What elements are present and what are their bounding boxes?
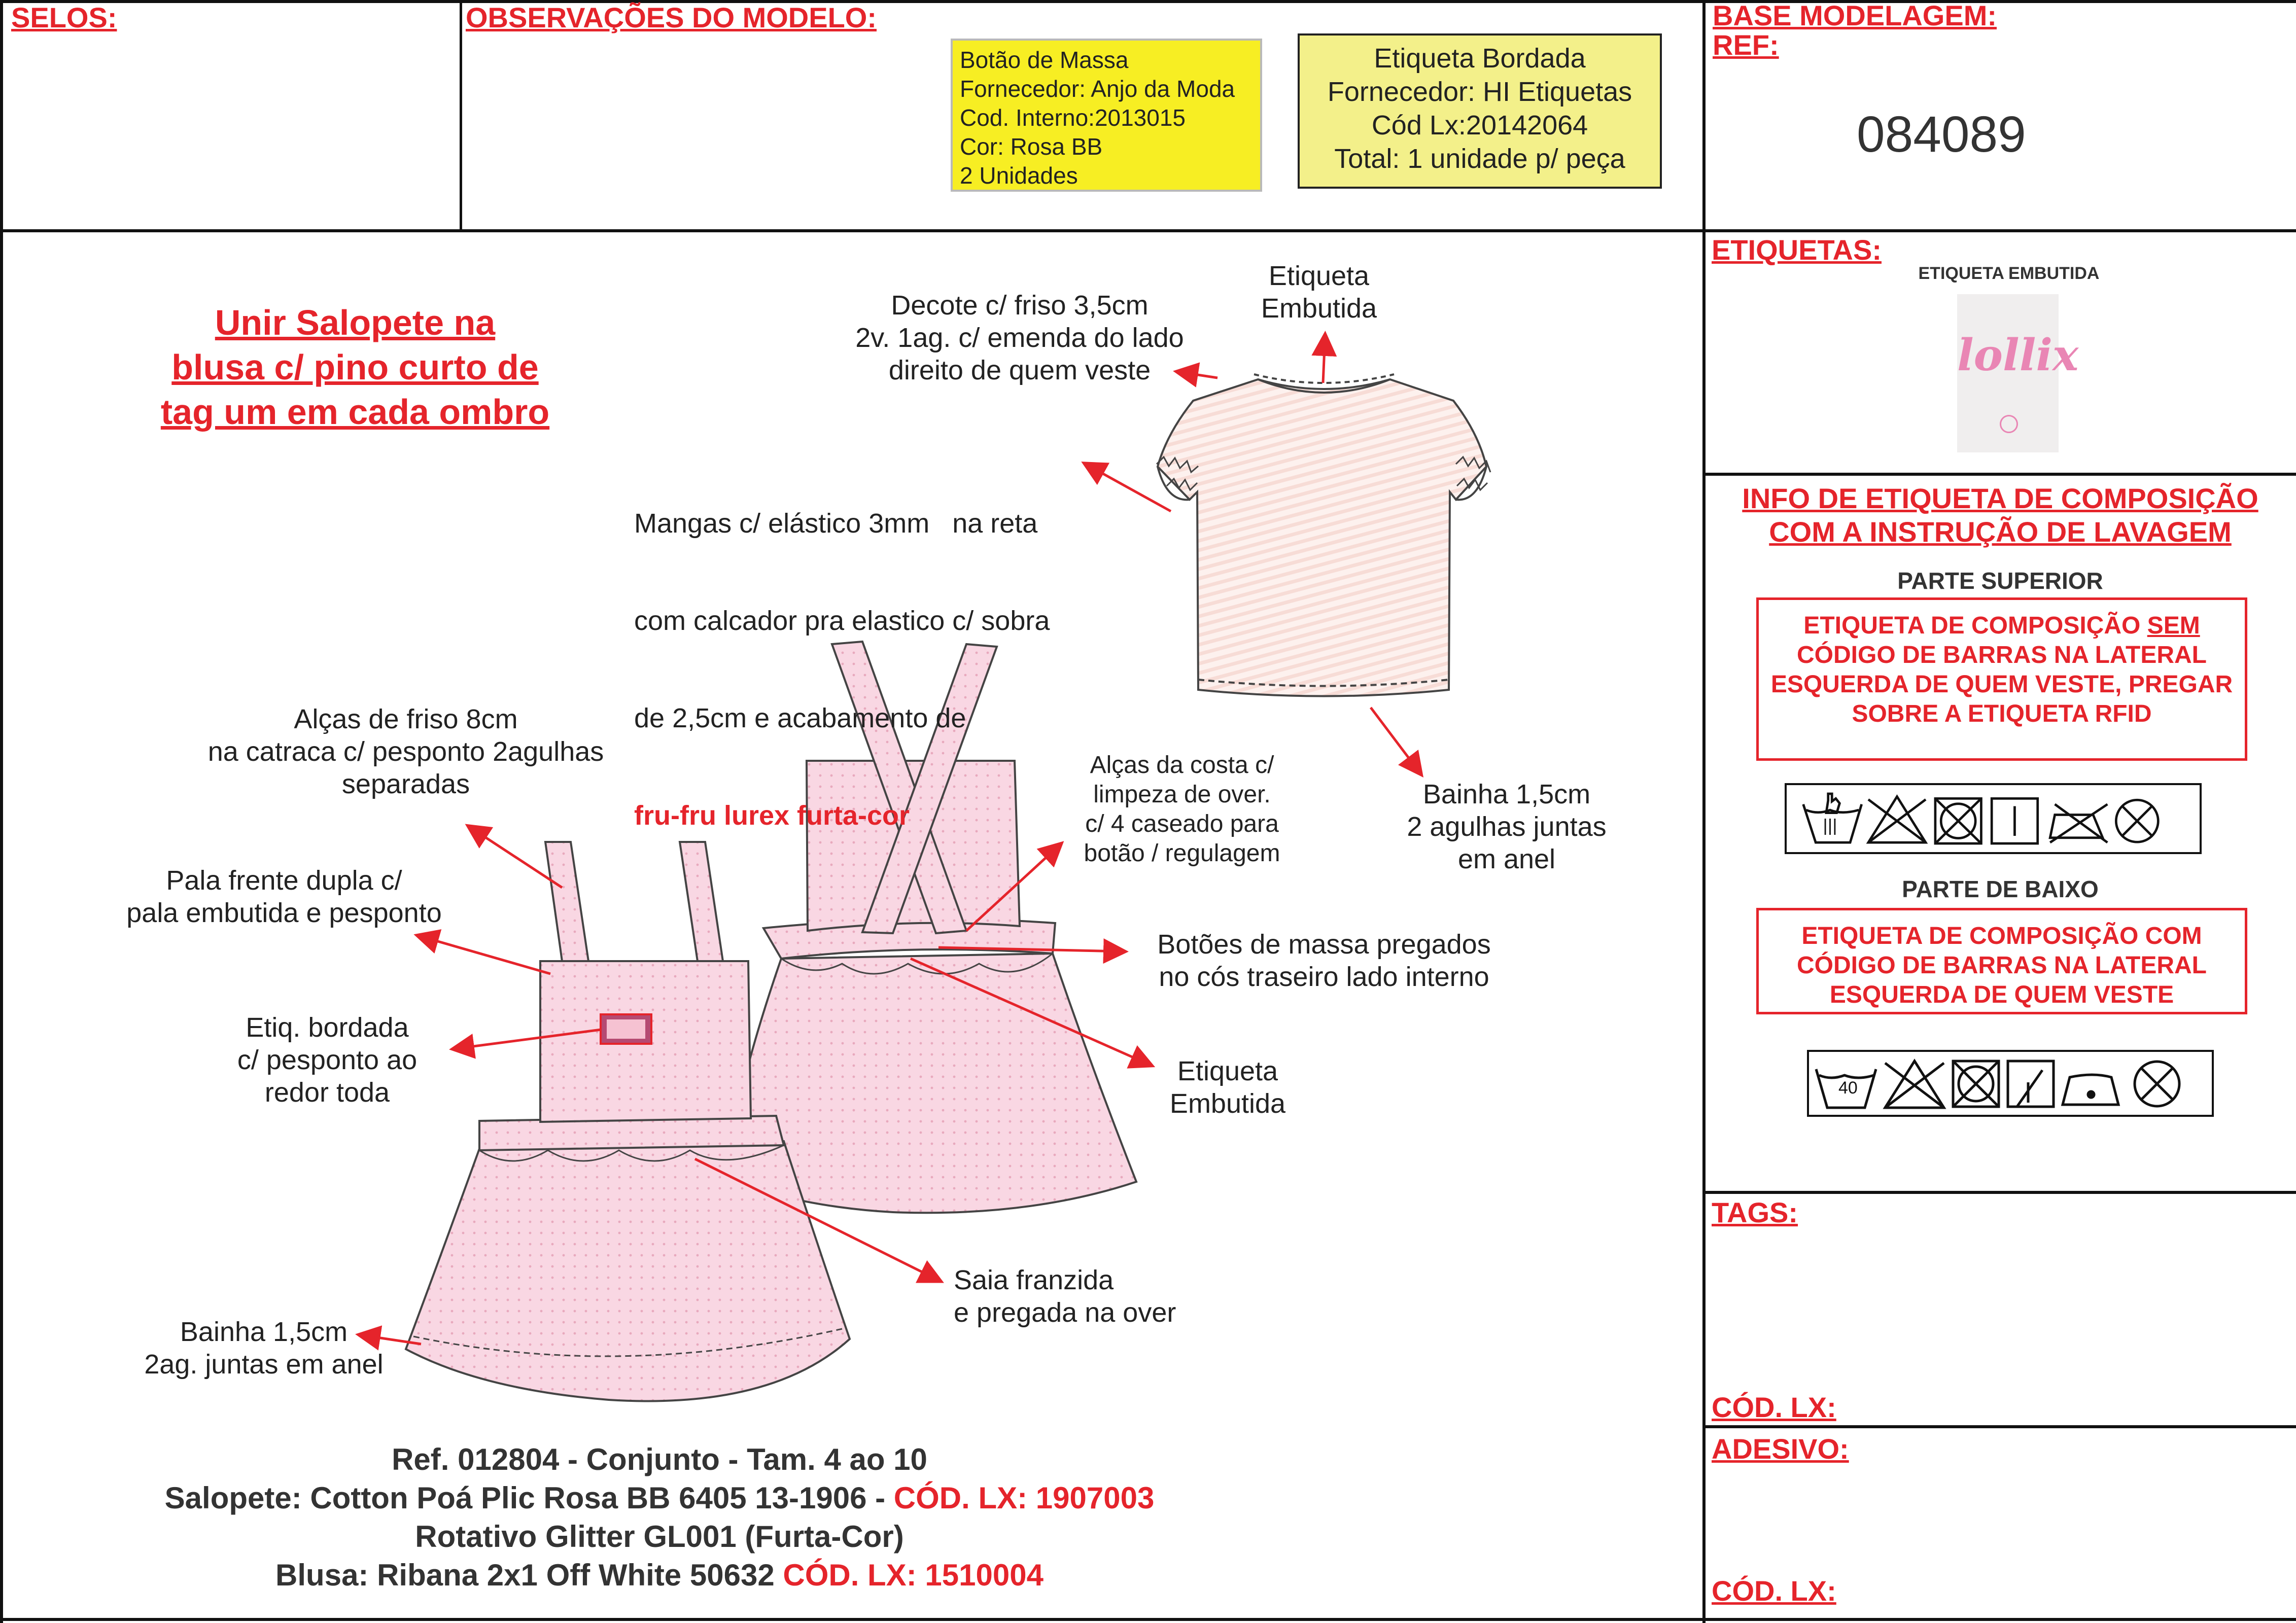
annotation-line: limpeza de over. — [1093, 781, 1271, 808]
no-bleach-icon — [1868, 797, 1926, 843]
annotation-line: c/ pesponto ao — [237, 1045, 418, 1075]
label-note-line: Total: 1 unidade p/ peça — [1334, 144, 1625, 174]
label-note-line: Etiqueta Bordada — [1374, 43, 1586, 74]
saia-annotation — [954, 1264, 1258, 1329]
no-dryclean-icon — [2135, 1062, 2179, 1106]
baixo-box-line: CÓDIGO DE BARRAS NA LATERAL — [1797, 952, 2207, 979]
button-note-line: Cod. Interno:2013015 — [960, 104, 1186, 131]
footer-line-blusa — [0, 1556, 1319, 1595]
annotation-line: 2v. 1ag. c/ emenda do lado — [855, 323, 1184, 353]
footer-line-salopete — [0, 1479, 1319, 1518]
label-note-line: Cód Lx:20142064 — [1371, 110, 1588, 140]
etiq-bordada-annotation — [203, 1011, 451, 1109]
annotation-line: Alças de friso 8cm — [294, 704, 518, 734]
no-bleach-icon — [1885, 1061, 1944, 1108]
alcas-friso-annotation — [162, 703, 649, 800]
footer-blusa-text: Blusa: Ribana 2x1 Off White 50632 — [275, 1558, 783, 1592]
alcas-costa-annotation — [1055, 751, 1309, 868]
etiquetas-label: ETIQUETAS: — [1712, 234, 1882, 266]
annotation-line: Mangas c/ elástico 3mm na reta — [634, 508, 1038, 539]
composition-info-title — [1704, 482, 2296, 549]
annotation-line: Bainha 1,5cm — [1422, 779, 1591, 809]
adesivo-label: ADESIVO: — [1712, 1433, 1849, 1465]
no-tumble-dry-icon — [1935, 798, 1981, 843]
cod-lx-label-tags: CÓD. LX: — [1712, 1391, 1836, 1423]
bainha-saia-annotation — [122, 1316, 406, 1381]
superior-box-emphasis: SEM — [2147, 612, 2200, 639]
care-symbols-baixo — [1807, 1050, 2214, 1117]
botoes-massa-annotation — [1116, 928, 1532, 993]
annotation-line: direito de quem veste — [888, 355, 1151, 385]
annotation-line: separadas — [341, 769, 470, 799]
iron-low-icon — [2063, 1075, 2118, 1105]
selos-label: SELOS: — [11, 2, 117, 33]
annotation-line: Etiqueta — [1268, 261, 1370, 291]
annotation-line: c/ 4 caseado para — [1085, 810, 1279, 837]
annotation-line: no cós traseiro lado interno — [1159, 962, 1489, 992]
button-note-line: 2 Unidades — [960, 162, 1078, 189]
tshirt-drawing — [1157, 374, 1490, 696]
superior-box-line: CÓDIGO DE BARRAS NA LATERAL — [1797, 642, 2207, 668]
annotation-line: Etiq. bordada — [246, 1012, 409, 1043]
footer-blusa-code: CÓD. LX: 1510004 — [783, 1558, 1043, 1592]
mangas-annotation — [634, 442, 1101, 897]
assembly-line: blusa c/ pino curto de — [171, 347, 539, 387]
annotation-line: 2 agulhas juntas — [1407, 812, 1607, 842]
observacoes-label: OBSERVAÇÕES DO MODELO: — [466, 2, 877, 33]
parte-superior-label: PARTE SUPERIOR — [1897, 568, 2103, 594]
care-symbols-baixo-art — [1809, 1052, 2212, 1115]
superior-box-line — [1759, 611, 2245, 641]
footer-salopete-text: Salopete: Cotton Poá Plic Rosa BB 6405 13-1906 - — [164, 1481, 894, 1515]
footer-line-rotativo: Rotativo Glitter GL001 (Furta-Cor) — [415, 1520, 904, 1554]
assembly-line: Unir Salopete na — [215, 303, 496, 342]
tags-label: TAGS: — [1712, 1196, 1798, 1228]
no-tumble-dry-icon — [1953, 1061, 1999, 1107]
etiqueta-embutida-caption: ETIQUETA EMBUTIDA — [1918, 264, 2100, 283]
annotation-line: Decote c/ friso 3,5cm — [891, 290, 1149, 321]
hand-wash-icon — [1803, 794, 1862, 842]
annotation-line: Botões de massa pregados — [1157, 929, 1491, 960]
annotation-line: na catraca c/ pesponto 2agulhas — [207, 736, 604, 767]
superior-composition-box — [1756, 597, 2247, 761]
decote-annotation — [812, 289, 1228, 386]
baixo-composition-box — [1756, 908, 2247, 1014]
baixo-box-line: ETIQUETA DE COMPOSIÇÃO COM — [1801, 923, 2202, 949]
parte-baixo-label: PARTE DE BAIXO — [1902, 876, 2099, 902]
line-dry-icon — [1992, 798, 2038, 843]
annotation-line: Pala frente dupla c/ — [166, 865, 402, 896]
superior-box-text: ETIQUETA DE COMPOSIÇÃO — [1803, 612, 2147, 639]
footer-line-ref: Ref. 012804 - Conjunto - Tam. 4 ao 10 — [392, 1442, 927, 1476]
info-title-line: INFO DE ETIQUETA DE COMPOSIÇÃO — [1742, 482, 2258, 514]
base-modelagem-label: BASE MODELAGEM: — [1713, 0, 1997, 31]
annotation-line: redor toda — [264, 1077, 390, 1108]
no-iron-icon — [2050, 804, 2107, 842]
annotation-line: em anel — [1457, 844, 1556, 874]
sidebar-divider — [1702, 0, 1706, 1623]
button-note-line: Cor: Rosa BB — [960, 133, 1103, 160]
care-symbols-superior — [1785, 783, 2202, 854]
annotation-line: Embutida — [1261, 293, 1377, 324]
drip-dry-icon — [2008, 1061, 2054, 1107]
annotation-line: pala embutida e pesponto — [126, 898, 442, 928]
ref-label: REF: — [1713, 29, 1779, 61]
annotation-line: Saia franzida — [954, 1265, 1114, 1295]
assembly-line: tag um em cada ombro — [160, 392, 550, 432]
annotation-line: Bainha 1,5cm — [180, 1317, 348, 1347]
footer-salopete-code: CÓD. LX: 1907003 — [893, 1481, 1155, 1515]
annotation-line: e pregada na over — [954, 1297, 1176, 1328]
product-spec-footer — [0, 1440, 1319, 1595]
sidebar-tags-divider — [1702, 1191, 2296, 1194]
sidebar-etiquetas-divider — [1702, 473, 2296, 476]
lollix-label-swatch — [1957, 294, 2079, 452]
ref-value: 084089 — [1857, 106, 2026, 163]
pala-annotation — [101, 864, 467, 929]
label-note-line: Fornecedor: HI Etiquetas — [1327, 77, 1632, 107]
logo-mark-icon — [2000, 415, 2018, 433]
mangas-finish-highlight: fru-fru lurex furta-cor — [634, 800, 910, 831]
button-note-line: Fornecedor: Anjo da Moda — [960, 76, 1235, 102]
no-dryclean-icon — [2116, 800, 2158, 842]
bainha-blusa-annotation — [1370, 778, 1644, 875]
sidebar-adesivo-divider — [1702, 1425, 2296, 1428]
annotation-line: Etiqueta — [1177, 1056, 1278, 1086]
annotation-line: Alças da costa c/ — [1090, 752, 1274, 779]
info-title-line: COM A INSTRUÇÃO DE LAVAGEM — [1769, 516, 2232, 548]
annotation-line: de 2,5cm e acabamento de — [634, 703, 966, 733]
annotation-line: botão / regulagem — [1084, 840, 1280, 867]
cod-lx-label-adesivo: CÓD. LX: — [1712, 1575, 1836, 1607]
annotation-line: 2ag. juntas em anel — [144, 1349, 384, 1380]
wash-temperature: 40 — [1838, 1078, 1858, 1098]
etiqueta-top-annotation — [1238, 260, 1400, 325]
superior-box-line: ESQUERDA DE QUEM VESTE, PREGAR — [1770, 671, 2233, 698]
etiqueta-embutida-back-annotation — [1146, 1055, 1309, 1120]
annotation-line: com calcador pra elastico c/ sobra — [634, 606, 1050, 636]
superior-box-line: SOBRE A ETIQUETA RFID — [1852, 700, 2152, 727]
annotation-line: Embutida — [1169, 1088, 1286, 1119]
baixo-box-line: ESQUERDA DE QUEM VESTE — [1829, 981, 2174, 1008]
lollix-logo: lollix — [1957, 330, 2079, 381]
button-note-line: Botão de Massa — [960, 47, 1129, 73]
